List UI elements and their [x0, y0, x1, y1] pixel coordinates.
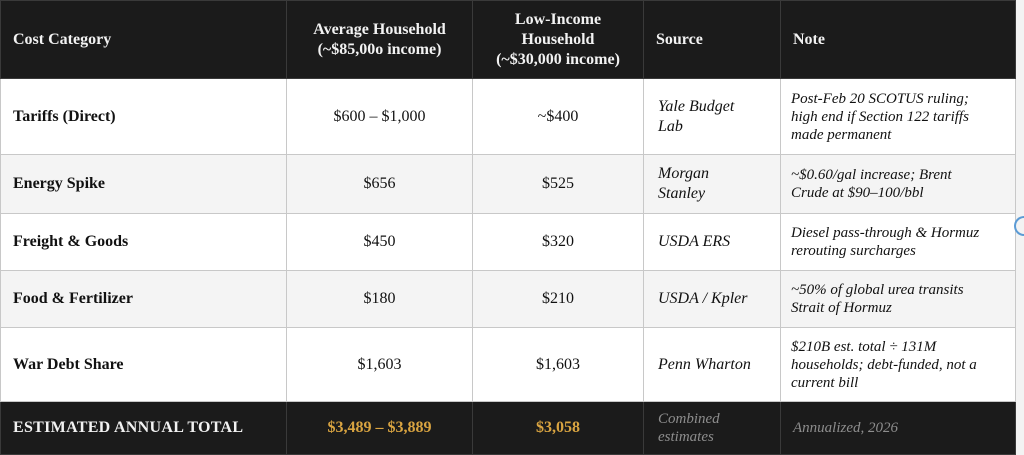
row-average: $450 [287, 214, 473, 271]
row-source-line: Penn Wharton [658, 355, 751, 373]
row-category: Tariffs (Direct) [1, 79, 287, 155]
header-low-line1: Low-Income [514, 10, 602, 28]
row-category: Food & Fertilizer [1, 271, 287, 328]
total-row [1, 402, 1016, 455]
row-category: Freight & Goods [1, 214, 287, 271]
row-average: $656 [287, 155, 473, 214]
header-row [1, 1, 1016, 79]
total-average: $3,489 – $3,889 [287, 402, 473, 455]
row-low-income: $525 [473, 155, 644, 214]
row-note-line: rerouting surcharges [791, 243, 916, 259]
row-note [781, 214, 1016, 271]
row-note [781, 328, 1016, 402]
header-low-income-household [473, 1, 644, 79]
header-low-line3: (~$30,000 income) [496, 50, 620, 68]
row-note-line: Crude at $90–100/bbl [791, 185, 924, 201]
row-source-line: Stanley [658, 185, 706, 202]
table-row [1, 79, 1016, 155]
total-source-line: estimates [658, 429, 714, 445]
row-source-line: USDA / Kpler [658, 290, 748, 307]
header-note: Note [781, 1, 1016, 79]
row-source [644, 271, 781, 328]
row-note [781, 271, 1016, 328]
row-category: War Debt Share [1, 328, 287, 402]
total-source-line: Combined [658, 411, 720, 427]
row-note [781, 155, 1016, 214]
table-row [1, 328, 1016, 402]
header-cost-category: Cost Category [1, 1, 287, 79]
row-note-line: households; debt-funded, not a [791, 356, 977, 373]
row-note-line: Diesel pass-through & Hormuz [791, 225, 980, 241]
row-average: $180 [287, 271, 473, 328]
header-average-household [287, 1, 473, 79]
header-source: Source [644, 1, 781, 79]
row-average: $1,603 [287, 328, 473, 402]
row-source-line: Morgan [658, 165, 709, 182]
header-average-line1: Average Household [313, 20, 446, 38]
total-label: ESTIMATED ANNUAL TOTAL [1, 402, 287, 455]
row-source-line: Yale Budget [658, 97, 735, 115]
row-category: Energy Spike [1, 155, 287, 214]
table-row [1, 155, 1016, 214]
row-note-line: high end if Section 122 tariffs [791, 108, 969, 125]
total-note: Annualized, 2026 [781, 402, 1016, 455]
row-source-line: Lab [658, 117, 683, 135]
row-low-income: $1,603 [473, 328, 644, 402]
row-source [644, 79, 781, 155]
row-note-line: Strait of Hormuz [791, 300, 892, 316]
row-source [644, 155, 781, 214]
total-source [644, 402, 781, 455]
row-low-income: $320 [473, 214, 644, 271]
row-note-line: $210B est. total ÷ 131M [791, 338, 937, 355]
row-low-income: $210 [473, 271, 644, 328]
row-note-line: ~$0.60/gal increase; Brent [791, 167, 952, 183]
row-source [644, 328, 781, 402]
row-low-income: ~$400 [473, 79, 644, 155]
row-source [644, 214, 781, 271]
row-note [781, 79, 1016, 155]
row-note-line: ~50% of global urea transits [791, 282, 964, 298]
row-average: $600 – $1,000 [287, 79, 473, 155]
row-note-line: made permanent [791, 126, 892, 143]
total-low-income: $3,058 [473, 402, 644, 455]
table-row [1, 214, 1016, 271]
row-note-line: current bill [791, 374, 859, 391]
header-average-line2: (~$85,00o income) [317, 40, 442, 58]
row-source-line: USDA ERS [658, 233, 731, 250]
table-row [1, 271, 1016, 328]
header-low-line2: Household [521, 30, 595, 48]
row-note-line: Post-Feb 20 SCOTUS ruling; [791, 90, 969, 107]
